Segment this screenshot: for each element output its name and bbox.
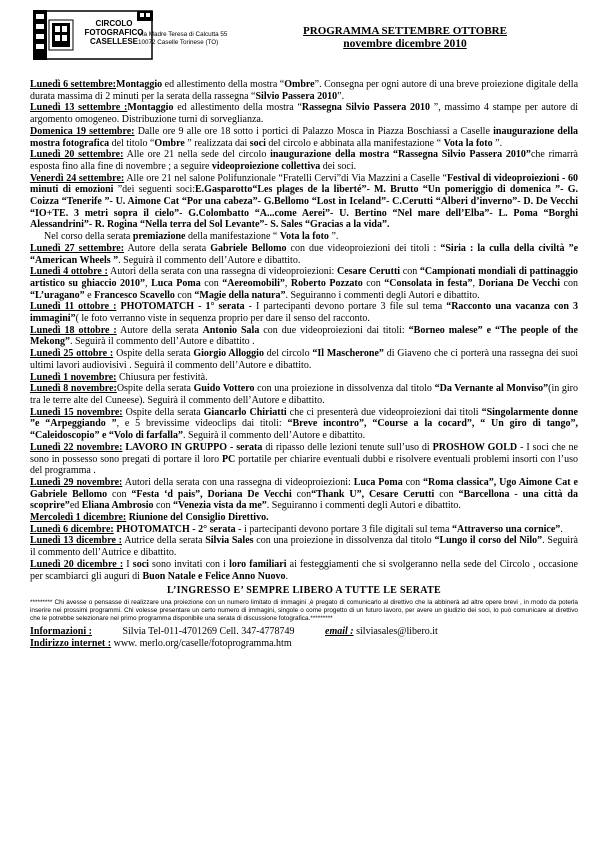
program-entry	[30, 383, 578, 406]
entry-highlight: Eliana Ambrosio	[81, 500, 154, 512]
entry-date: Lunedì 27 settembre:	[30, 242, 125, 254]
entry-highlight: “Venezia vista da me”	[173, 500, 267, 512]
entry-text: ed allestimento della mostra “	[173, 102, 302, 114]
entry-text: . Seguiranno i commenti degli Autori e dibattito.	[266, 500, 461, 512]
entry-highlight: “Breve incontro”, “Course a la cocard”, “ Un giro di tango”, “Caleidoscopio” e “Volo di farfalla”	[30, 418, 578, 442]
entry-text: Autore della serata	[116, 324, 203, 336]
entry-highlight: PHOTOMATCH - 1° serata	[116, 301, 245, 313]
entry-date: Lunedì 6 settembre:	[30, 79, 117, 90]
entry-text: - I soci che ne sono in possesso sono pregati di portare il loro	[30, 441, 578, 465]
entry-text: Ospite della serata	[122, 406, 204, 418]
entry-highlight: inaugurazione della mostra fotografica	[30, 125, 578, 149]
program-entry	[30, 149, 578, 172]
entry-highlight: Luca Poma	[353, 476, 403, 488]
entry-text: con due videoproiezioni dai titoli:	[259, 324, 409, 336]
entry-highlight: Doriana De Vecchi	[478, 277, 561, 289]
entry-text: Autori della serata con una rassegna di videoproiezioni:	[122, 476, 354, 488]
web-label: Indirizzo internet :	[30, 638, 112, 650]
entry-text: con	[174, 289, 195, 301]
logo-text: CIRCOLO FOTOGRAFICO CASELLESE	[84, 19, 144, 46]
entry-text: .	[285, 570, 289, 582]
entry-text: ,	[145, 277, 152, 289]
entry-text: con	[560, 277, 578, 289]
program-entry	[30, 372, 578, 384]
entry-text: ”.	[492, 137, 503, 149]
entry-text: ,	[284, 277, 291, 289]
program-entry	[30, 442, 578, 477]
entry-highlight: “Racconto una vacanza con 3 immagini”	[30, 301, 578, 325]
entry-highlight: “Da Vernante al Monviso”	[434, 383, 549, 395]
entry-text: . Seguirà il commento dell’Autore e dibattito.	[118, 254, 301, 266]
entry-highlight: soci	[249, 137, 266, 149]
entry-text: del circolo e abbinata alla manifestazione “	[265, 137, 444, 149]
entry-highlight: Antonio Sala	[202, 324, 260, 336]
club-address: Via Madre Teresa di Calcutta 55 10072 Caselle Torinese (TO)	[138, 31, 228, 46]
entry-highlight: Ombre	[284, 79, 315, 90]
entry-highlight: Francesco Scavello	[94, 289, 175, 301]
entry-text: Alle ore 21 nel salone Polifunzionale “Fratelli Cervi”di Via Mazzini a Caselle “	[124, 172, 447, 184]
entry-highlight: “Barcellona - una città da scoprire”	[30, 488, 578, 512]
program-entry	[30, 524, 578, 536]
page-title: PROGRAMMA SETTEMBRE OTTOBRE novembre dicembre 2010	[303, 25, 507, 50]
entry-highlight: “Thank U”, Cesare Cerutti	[311, 488, 435, 500]
entry-highlight: Ombre	[154, 137, 185, 149]
entry-highlight: “Aereomobili”	[222, 277, 285, 289]
entry-text: Ospite della serata	[116, 383, 194, 395]
entry-date: Lunedì 29 novembre:	[30, 476, 123, 488]
entry-text: ”.	[328, 231, 339, 243]
email-link[interactable]: silviasales@libero.it	[356, 625, 438, 637]
entry-highlight: Cesare Cerutti	[337, 266, 401, 278]
entry-date: Lunedì 22 novembre:	[30, 441, 123, 453]
entry-highlight: premiazione	[132, 231, 186, 243]
entry-highlight: loro familiari	[229, 558, 287, 570]
entry-text: . Seguiranno i commenti degli Autori e dibattito.	[285, 289, 480, 301]
program-entry	[30, 535, 578, 558]
entry-highlight: Riunione del Consiglio Direttivo.	[126, 512, 269, 524]
entry-text: . Seguirà il commento dell’Autore e dibattito.	[182, 430, 366, 442]
entry-text: con	[107, 488, 132, 500]
entry-text: portatile per chiarire eventuali dubbi e risolvere eventuali problemi insorti con l’uso del programma .	[30, 453, 578, 477]
entry-text: Autrice della serata	[121, 535, 206, 547]
entry-text: - I partecipanti devono portare 3 file sul tema	[244, 301, 447, 313]
entry-date: Lunedì 20 dicembre :	[30, 558, 124, 570]
entry-highlight: “Roma classica”, Ugo Aimone Cat e Gabriele Bellomo	[30, 476, 578, 500]
entry-text: con	[291, 488, 312, 500]
entry-highlight: Vota la foto	[279, 231, 329, 243]
contact-info	[30, 626, 578, 651]
entry-highlight: PHOTOMATCH - 2° serata	[113, 523, 236, 535]
entry-text: - i partecipanti devono portare 3 file digitali sul tema	[235, 523, 452, 535]
info-label: Informazioni :	[30, 625, 92, 637]
entry-date: Lunedì 4 ottobre :	[30, 266, 108, 278]
entry-highlight: “Consolata in festa”	[384, 277, 473, 289]
entry-text: .	[560, 523, 563, 535]
entry-text: con una proiezione in dissolvenza dal titolo	[254, 383, 435, 395]
program-entry	[30, 102, 578, 125]
entry-highlight: Roberto Pozzato	[290, 277, 363, 289]
entry-date: Domenica 19 settembre:	[30, 125, 135, 137]
entry-highlight: “Borneo malese” e “The people of the Mekong”	[30, 324, 578, 348]
entry-date: Lunedì 15 novembre:	[30, 406, 123, 418]
entry-text: Dalle ore 9 alle ore 18 sotto i portici di Palazzo Mosca in Piazza Boschiassi a Caselle	[134, 125, 494, 137]
entry-highlight: “Siria : la culla della civiltà ”e “American Wheels ”	[30, 242, 579, 266]
entry-highlight: Vota la foto	[443, 137, 493, 149]
program-entry	[30, 407, 578, 442]
entry-date: Lunedì 25 ottobre :	[30, 348, 114, 360]
free-entry-notice: L’INGRESSO E’ SEMPRE LIBERO A TUTTE LE SERATE	[166, 585, 442, 597]
entry-text: . Seguirà il commento dell’Autore e dibattito .	[70, 336, 255, 348]
entry-text: con	[434, 488, 459, 500]
entries-container	[30, 79, 578, 582]
entry-text: Ospite della serata	[113, 348, 194, 360]
entry-date: Lunedì 1 novembre:	[30, 371, 117, 383]
entry-date: Lunedì 11 ottobre :	[30, 301, 117, 313]
entry-highlight: “Lungo il corso del Nilo”	[434, 535, 543, 547]
entry-text: ”dei seguenti soci:	[113, 184, 196, 196]
entry-highlight: PC	[221, 453, 236, 465]
entry-text: Nel corso della serata	[44, 231, 133, 243]
program-list	[30, 79, 578, 651]
entry-date: Lunedì 6 dicembre:	[30, 523, 114, 535]
entry-highlight: Festival di videoproiezioni - 60 minuti di emozioni	[30, 172, 578, 196]
entry-highlight: PROSHOW GOLD	[432, 441, 518, 453]
entry-text: con due videoproiezioni dei titoli :	[286, 242, 441, 254]
program-entry	[30, 348, 578, 371]
entry-highlight: LAVORO IN GRUPPO - serata	[122, 441, 263, 453]
entry-highlight: Montaggio	[127, 102, 174, 114]
entry-highlight: Luca Poma	[151, 277, 201, 289]
entry-highlight: “Il Mascherone”	[312, 348, 384, 360]
entry-highlight: inaugurazione della mostra “Rassegna Silvio Passera 2010”	[270, 149, 531, 161]
entry-text: che ci presenterà due videoproiezioni dai titoli	[286, 406, 482, 418]
program-entry	[30, 559, 578, 582]
entry-text: sono invitati con i	[148, 558, 230, 570]
entry-text: ,	[472, 277, 479, 289]
entry-text: di Giaveno che ci porterà una rassegna dei suoi ultimi lavori audiovisivi . Seguirà il commento dell’Autore e dibattito.	[30, 348, 579, 371]
program-entry	[30, 266, 578, 301]
entry-highlight: E.Gasparotto“Les plages de la liberté”- M. Brutto “Un pomeriggio di domenica ”- G. Coizza “Tenerife ”- U. Aimone Cat “Por una cabeza”- G.Bellomo “Lost in Iceland”- C.Cerutti “Alberi d’inverno”- D. De Vecchi “IO+TE. 3 metri sopra il cielo”- G.Colombatto “A...come Aerei”- U. Bertino “Nel mare dell’Elba”- L. Poma “Borghi Alessandrini”- R. Rogina “Nella terra del Sol Levante”- S. Sales “Gracias a la vida”.	[30, 184, 579, 231]
entry-highlight: Giancarlo Chiriatti	[203, 406, 287, 418]
entry-text: . Seguirà il commento dell’Autrice e dibattito.	[30, 535, 578, 559]
entry-text: ”. Consegna per ogni autore di una breve proiezione digitale della durata massima di 2 minuti per la serata della rassegna “	[30, 79, 579, 102]
program-entry	[30, 231, 578, 243]
entry-highlight: “Singolarmente donne ”e “Arpeggiando ”	[30, 406, 578, 430]
entry-highlight: Silvio Passera 2010	[255, 90, 338, 102]
entry-text: Chiusura per festività.	[116, 371, 208, 383]
entry-text: del titolo “	[109, 137, 155, 149]
entry-date: Lunedì 13 settembre :	[30, 102, 128, 114]
entry-text: con	[400, 266, 420, 278]
program-entry	[30, 243, 578, 266]
entry-highlight: Gabriele Bellomo	[210, 242, 287, 254]
entry-text: con una proiezione in dissolvenza dal titolo	[253, 535, 435, 547]
entry-date: Mercoledì 1 dicembre:	[30, 512, 127, 524]
entry-text: con	[362, 277, 385, 289]
entry-highlight: Rassegna Silvio Passera 2010	[301, 102, 430, 114]
entry-highlight: “Campionati mondiali di pattinaggio artistico su ghiaccio 2010”	[30, 266, 578, 289]
entry-text: che rimarrà esposta fino alla fine di novembre ; a seguire	[30, 149, 578, 172]
entry-text: ed	[69, 500, 82, 512]
entry-text: ai festeggiamenti che si svolgeranno nella sede del Circolo , occasione per scambiarci gli auguri di	[30, 558, 578, 582]
entry-highlight: videoproiezione collettiva	[211, 160, 321, 172]
entry-highlight: “Attraverso una cornice”	[452, 523, 561, 535]
entry-text: della manifestazione “	[185, 231, 280, 243]
entry-highlight: soci	[132, 558, 149, 570]
program-entry	[30, 173, 578, 232]
entry-text: Alle ore 21 nella sede del circolo	[123, 149, 271, 161]
fine-print: ********* Chi avesse o pensasse di realizzare una proiezione con un numero limitato di immagini ,è pregato di comunicarlo al direttivo che la abbinerà ad altre opere brevi , in modo da poterla inserire nei prossimi programmi. Chi volesse presentare un certo numero di immagini, singole o come progetto di un futuro lavoro, per avere un giudizio dei soci, lo può comunicare al direttivo che le potrebbe selezionare nel primo programma disponibile una serata di discussione fotografica.*********	[30, 598, 578, 623]
program-entry	[30, 126, 578, 149]
program-entry	[30, 512, 578, 524]
entry-text: Autori della serata con una rassegna di videoproiezioni:	[107, 266, 338, 278]
entry-date: Venerdì 24 settembre:	[30, 172, 125, 184]
program-entry	[30, 477, 578, 512]
entry-text: ”, massimo 4 stampe per autore di argomento omogeneo. Distribuzione turni di sorveglianza.	[30, 102, 579, 126]
club-logo	[33, 10, 153, 60]
email-label: email :	[325, 625, 354, 637]
entry-text: ”.	[337, 90, 345, 102]
entry-highlight: Silvia Sales	[205, 535, 254, 547]
entry-text: con	[402, 476, 424, 488]
entry-highlight: Giorgio Alloggio	[193, 348, 264, 360]
entry-text: ” realizzata dai	[184, 137, 250, 149]
entry-highlight: “Magie della natura”	[194, 289, 286, 301]
entry-text: ( le foto verranno viste in sequenza proprio per dare il senso del racconto.	[75, 313, 370, 325]
entry-highlight: “L’uragano”	[30, 289, 85, 301]
entry-date: Lunedì 8 novembre:	[30, 383, 117, 395]
entry-text: del circolo	[263, 348, 313, 360]
entry-highlight: Buon Natale e Felice Anno Nuovo	[142, 570, 286, 582]
entry-text: di ripasso delle lezioni tenute sull’uso di	[262, 441, 433, 453]
entry-text: con	[153, 500, 173, 512]
info-text: Silvia Tel-011-4701269 Cell. 347-4778749	[122, 625, 295, 637]
entry-highlight: Guido Vottero	[193, 383, 255, 395]
web-link[interactable]: www. merlo.org/caselle/fotoprogramma.htm	[113, 638, 292, 650]
entry-date: Lunedì 20 settembre:	[30, 149, 124, 161]
entry-text: dei soci.	[320, 160, 357, 172]
program-entry	[30, 325, 578, 348]
entry-highlight: “Festa ‘d pais”, Doriana De Vecchi	[131, 488, 292, 500]
entry-text: , e 5 brevissime videoclips dai titoli:	[116, 418, 288, 430]
entry-highlight: Montaggio	[116, 79, 163, 90]
entry-text: I	[123, 558, 133, 570]
entry-text: (in giro tra le terre alte del Cuneese). Seguirà il commento dell’Autore e dibattito.	[30, 383, 579, 406]
entry-text: Autore della serata	[124, 242, 211, 254]
entry-date: Lunedì 13 dicembre :	[30, 535, 122, 547]
entry-text: e	[84, 289, 95, 301]
program-entry	[30, 79, 578, 102]
entry-text: con	[200, 277, 223, 289]
entry-date: Lunedì 18 ottobre :	[30, 324, 117, 336]
entry-text: ed allestimento della mostra “	[162, 79, 285, 90]
program-entry	[30, 301, 578, 324]
